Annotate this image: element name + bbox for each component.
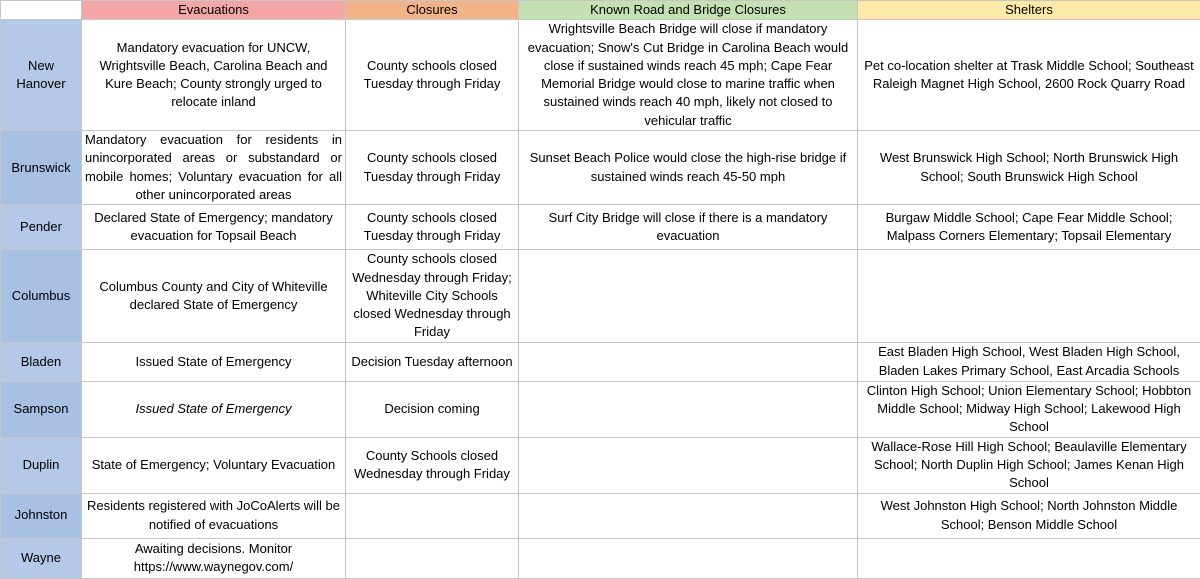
county-cell[interactable]: Pender (1, 205, 82, 250)
table-row (1, 131, 1200, 205)
evacuations-cell[interactable]: State of Emergency; Voluntary Evacuation (82, 437, 346, 493)
closures-cell[interactable]: County schools closed Tuesday through Friday (346, 205, 519, 250)
shelters-cell[interactable]: Burgaw Middle School; Cape Fear Middle School; Malpass Corners Elementary; Topsail Elementary (858, 205, 1200, 250)
closures-cell[interactable]: County Schools closed Wednesday through Friday (346, 437, 519, 493)
table-row (1, 437, 1200, 493)
shelters-cell[interactable]: Wallace-Rose Hill High School; Beaulaville Elementary School; North Duplin High School; James Kenan High School (858, 437, 1200, 493)
table-row (1, 20, 1200, 131)
roads-cell[interactable] (519, 250, 858, 342)
shelters-cell[interactable]: Pet co-location shelter at Trask Middle School; Southeast Raleigh Magnet High School, 2600 Rock Quarry Road (858, 20, 1200, 131)
county-cell[interactable]: Sampson (1, 381, 82, 437)
roads-cell[interactable] (519, 342, 858, 381)
table-row (1, 250, 1200, 342)
evacuations-cell[interactable]: Issued State of Emergency (82, 381, 346, 437)
county-cell[interactable]: Columbus (1, 250, 82, 342)
shelters-cell[interactable]: Clinton High School; Union Elementary School; Hobbton Middle School; Midway High School; Lakewood High School (858, 381, 1200, 437)
roads-cell[interactable]: Wrightsville Beach Bridge will close if mandatory evacuation; Snow's Cut Bridge in Carolina Beach would close if sustained winds reach 45 mph; Cape Fear Memorial Bridge would close to marine traffic when sustained winds reach 40 mph, likely not closed to vehicular traffic (519, 20, 858, 131)
evacuations-cell[interactable]: Mandatory evacuation for UNCW, Wrightsville Beach, Carolina Beach and Kure Beach; County strongly urged to relocate inland (82, 20, 346, 131)
shelters-cell[interactable]: West Johnston High School; North Johnston Middle School; Benson Middle School (858, 493, 1200, 538)
roads-cell[interactable] (519, 493, 858, 538)
roads-cell[interactable]: Sunset Beach Police would close the high-rise bridge if sustained winds reach 45-50 mph (519, 131, 858, 205)
shelters-cell[interactable] (858, 538, 1200, 578)
closures-cell[interactable]: Decision Tuesday afternoon (346, 342, 519, 381)
closures-cell[interactable]: County schools closed Wednesday through Friday; Whiteville City Schools closed Wednesday through Friday (346, 250, 519, 342)
header-row (1, 1, 1200, 20)
header-shelters[interactable]: Shelters (858, 1, 1200, 20)
table-row (1, 381, 1200, 437)
closures-cell[interactable] (346, 493, 519, 538)
evacuations-cell[interactable]: Issued State of Emergency (82, 342, 346, 381)
county-cell[interactable]: Wayne (1, 538, 82, 578)
evacuations-cell[interactable]: Columbus County and City of Whiteville declared State of Emergency (82, 250, 346, 342)
county-cell[interactable]: Johnston (1, 493, 82, 538)
header-evacuations[interactable]: Evacuations (82, 1, 346, 20)
header-roads[interactable]: Known Road and Bridge Closures (519, 1, 858, 20)
table-row (1, 205, 1200, 250)
header-closures[interactable]: Closures (346, 1, 519, 20)
closures-cell[interactable] (346, 538, 519, 578)
county-cell[interactable]: New Hanover (1, 20, 82, 131)
table-row (1, 538, 1200, 578)
shelters-cell[interactable] (858, 250, 1200, 342)
closures-cell[interactable]: Decision coming (346, 381, 519, 437)
county-cell[interactable]: Duplin (1, 437, 82, 493)
closures-cell[interactable]: County schools closed Tuesday through Friday (346, 20, 519, 131)
roads-cell[interactable] (519, 538, 858, 578)
roads-cell[interactable] (519, 381, 858, 437)
shelters-cell[interactable]: East Bladen High School, West Bladen High School, Bladen Lakes Primary School, East Arcadia Schools (858, 342, 1200, 381)
shelters-cell[interactable]: West Brunswick High School; North Brunswick High School; South Brunswick High School (858, 131, 1200, 205)
closures-cell[interactable]: County schools closed Tuesday through Friday (346, 131, 519, 205)
header-corner[interactable] (1, 1, 82, 20)
table-row (1, 493, 1200, 538)
evacuations-cell[interactable]: Mandatory evacuation for residents in unincorporated areas or substandard or mobile homes; Voluntary evacuation for all other unincorporated areas (82, 131, 346, 205)
county-cell[interactable]: Bladen (1, 342, 82, 381)
roads-cell[interactable] (519, 437, 858, 493)
county-cell[interactable]: Brunswick (1, 131, 82, 205)
evacuations-cell[interactable]: Declared State of Emergency; mandatory evacuation for Topsail Beach (82, 205, 346, 250)
roads-cell[interactable]: Surf City Bridge will close if there is a mandatory evacuation (519, 205, 858, 250)
table-row (1, 342, 1200, 381)
evacuations-cell[interactable]: Awaiting decisions. Monitor https://www.waynegov.com/ (82, 538, 346, 578)
evacuations-cell[interactable]: Residents registered with JoCoAlerts will be notified of evacuations (82, 493, 346, 538)
